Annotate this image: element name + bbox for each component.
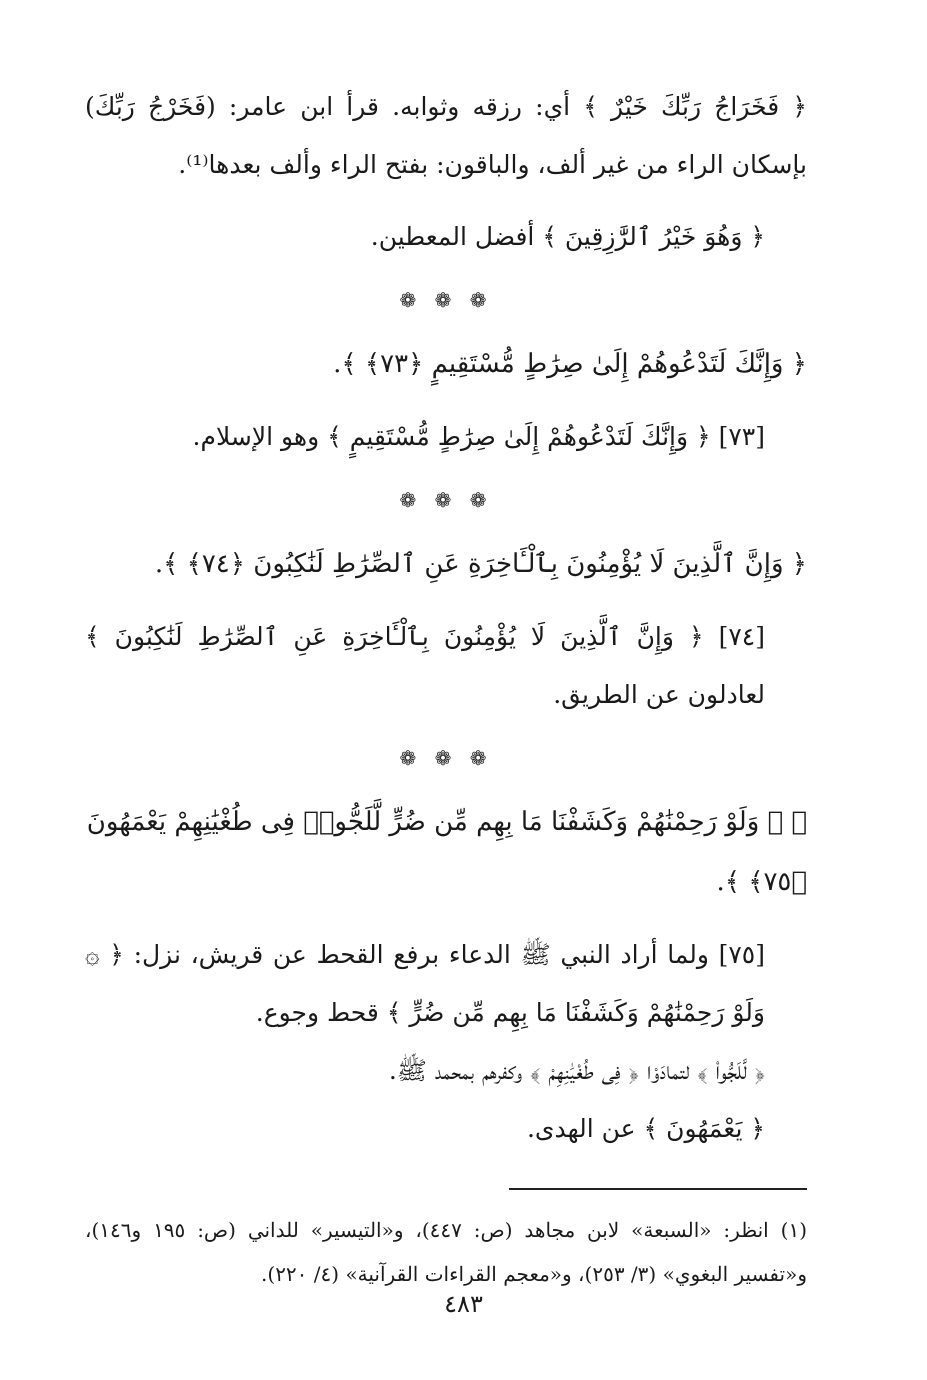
footnote-1: (١) انظر: «السبعة» لابن مجاهد (ص: ٤٤٧)، و«التيسير» للداني (ص: ١٩٥ و١٤٦)، و«تفسير البغوي» (٣/ ٢٥٣)، و«معجم القراءات القرآنية» (٤/ ٢٢٠). (85, 1218, 807, 1286)
tafsir-75: [٧٥] ولما أراد النبي ﷺ الدعاء برفع القحط عن قريش، نزل: ﴿ ۞ وَلَوْ رَحِمْنَٰهُمْ وَكَشَفْنَا مَا بِهِم مِّن ضُرٍّ ﴾ قحط وجوع. (85, 940, 765, 1027)
section-separator-2: ❁ ❁ ❁ (399, 488, 493, 512)
page-body (85, 78, 807, 1296)
paragraph-khayr-raziqin: ﴿ وَهُوَ خَيْرُ ٱلرَّٰزِقِينَ ﴾ أفضل المعطين. (370, 222, 765, 251)
footnote-divider (509, 1188, 807, 1190)
tafsir-73: [٧٣] ﴿ وَإِنَّكَ لَتَدْعُوهُمْ إِلَىٰ صِرَٰطٍ مُّسْتَقِيمٍ ﴾ وهو الإسلام. (192, 422, 765, 451)
verse-74: ﴿ وَإِنَّ ٱلَّذِينَ لَا يُؤْمِنُونَ بِٱلْـَٔاخِرَةِ عَنِ ٱلصِّرَٰطِ لَنَٰكِبُونَ ﴿٧٤﴾ ﴾. (154, 549, 807, 579)
section-separator-3: ❁ ❁ ❁ (399, 746, 493, 770)
tafsir-74: [٧٤] ﴿ وَإِنَّ ٱلَّذِينَ لَا يُؤْمِنُونَ بِٱلْـَٔاخِرَةِ عَنِ ٱلصِّرَٰطِ لَنَٰكِبُونَ ﴾ لعادلون عن الطريق. (85, 622, 765, 709)
tafsir-75-yamahun: ﴿ يَعْمَهُونَ ﴾ عن الهدى. (526, 1114, 765, 1143)
verse-73: ﴿ وَإِنَّكَ لَتَدْعُوهُمْ إِلَىٰ صِرَٰطٍ مُّسْتَقِيمٍ ﴿٧٣﴾ ﴾. (333, 349, 807, 379)
verse-75: ﴿ ۞ وَلَوْ رَحِمْنَٰهُمْ وَكَشَفْنَا مَا بِهِم مِّن ضُرٍّ لَّلَجُّوا۟ فِى طُغْيَٰنِهِمْ يَعْمَهُونَ ﴿٧٥﴾ ﴾. (86, 807, 807, 897)
tafsir-75-lajju: ﴿ لَّلَجُّوا۟ ﴾ لتمادَوْا ﴿ فِى طُغْيَٰنِهِمْ ﴾ وكفرهم بمحمد ﷺ. (388, 1056, 765, 1085)
page-number: ٤٨٣ (444, 1290, 483, 1318)
section-separator-1: ❁ ❁ ❁ (399, 288, 493, 312)
paragraph-khaj: ﴿ فَخَرَاجُ رَبِّكَ خَيْرٌ ﴾ أي: رزقه وثوابه. قرأ ابن عامر: (فَخَرْجُ رَبِّكَ) بإسكان الراء من غير ألف، والباقون: بفتح الراء وألف بعدها⁽¹⁾. (85, 92, 807, 179)
